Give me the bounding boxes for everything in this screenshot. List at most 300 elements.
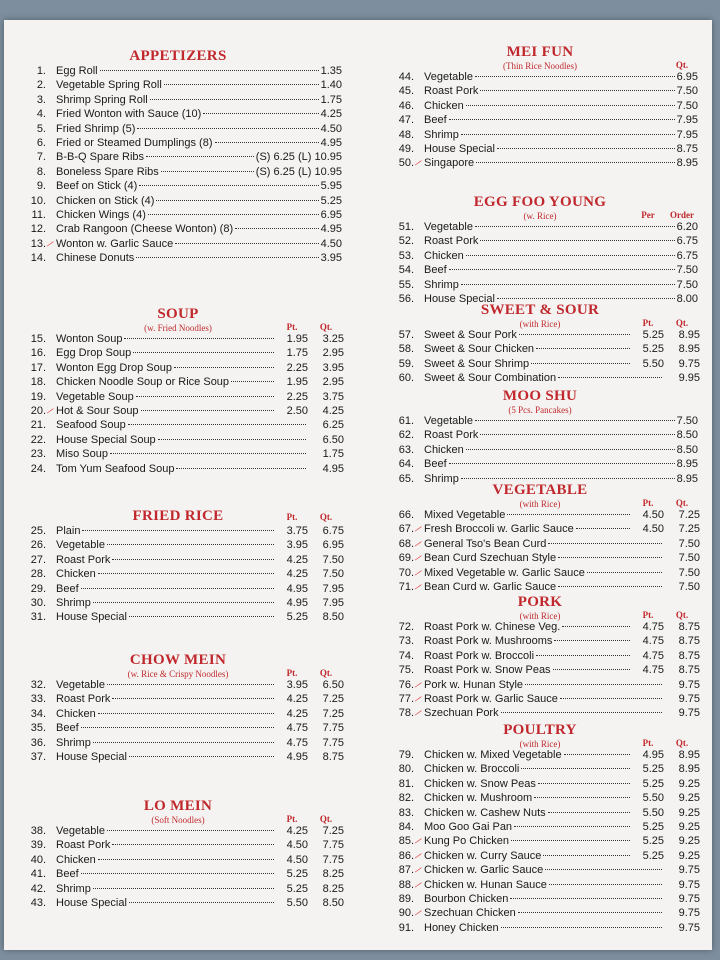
item-number-text: 91.	[398, 921, 414, 934]
item-number	[380, 635, 424, 647]
item-number-text: 88.	[398, 878, 414, 891]
dot-leader	[536, 655, 630, 656]
dot-leader	[128, 424, 306, 425]
item-price-quart: 9.25	[678, 777, 700, 790]
item-price-quart: 9.75	[678, 357, 700, 370]
item-name: Kung Po Chicken	[424, 835, 509, 848]
item-number-text: 48.	[398, 128, 414, 141]
column-header-quart: Qt.	[319, 814, 333, 824]
item-name: Chicken w. Curry Sauce	[424, 849, 542, 862]
dot-leader	[538, 783, 630, 784]
menu-item	[380, 650, 700, 664]
item-list	[12, 65, 344, 266]
item-price-quart: 7.50	[322, 553, 344, 566]
section-appetizers	[12, 48, 344, 266]
item-number	[380, 650, 424, 662]
item-name: Beef	[56, 722, 79, 735]
item-number-text: 73.	[398, 635, 414, 648]
item-price-quart: 6.50	[322, 679, 344, 691]
column-header-pint: Pt.	[286, 668, 298, 678]
item-price: 8.50	[676, 429, 698, 442]
section-lo-mein	[12, 798, 344, 911]
item-price-quart: 3.75	[322, 390, 344, 403]
item-price-pint: 4.75	[642, 649, 664, 662]
item-name: Roast Pork	[56, 839, 111, 852]
item-number-text: 44.	[398, 71, 414, 83]
menu-item	[12, 151, 344, 165]
menu-item	[380, 922, 700, 936]
item-price-pint: 4.95	[286, 582, 308, 595]
item-price-pint: 4.25	[286, 693, 308, 706]
item-number	[12, 708, 56, 720]
dot-leader	[548, 543, 662, 544]
item-price-pint: 2.50	[286, 404, 308, 417]
dot-leader	[203, 113, 318, 114]
item-price-quart: 9.75	[678, 921, 700, 934]
item-price-quart: 2.95	[322, 347, 344, 360]
item-name: Plain	[56, 525, 81, 537]
item-number-text: 53.	[398, 249, 414, 262]
item-number-text: 55.	[398, 278, 414, 291]
item-price-quart: 9.75	[678, 864, 700, 877]
item-name: Vegetable	[424, 221, 473, 233]
item-price-pint: 4.75	[642, 621, 664, 633]
dot-leader	[562, 626, 630, 627]
section-title: APPETIZERS	[129, 48, 227, 64]
menu-item	[12, 180, 344, 194]
item-number	[380, 679, 424, 691]
column-headers	[632, 60, 700, 70]
menu-item	[12, 223, 344, 237]
column-header-pint: Pt.	[286, 322, 298, 332]
item-number	[380, 567, 424, 579]
section-header	[380, 594, 700, 621]
item-name: Beef	[424, 458, 447, 471]
dot-leader	[231, 381, 274, 382]
section-title: VEGETABLE	[492, 482, 588, 498]
menu-item	[380, 221, 700, 235]
item-number	[12, 583, 56, 595]
item-number	[12, 108, 56, 120]
menu-item	[12, 238, 344, 252]
menu-item	[12, 65, 344, 79]
item-price-pint: 5.25	[286, 882, 308, 895]
item-price-quart: 7.25	[322, 825, 344, 837]
item-name: Vegetable Spring Roll	[56, 79, 162, 92]
item-name: Chicken w. Hunan Sauce	[424, 878, 547, 891]
item-name: Beef on Stick (4)	[56, 180, 138, 193]
column-headers	[276, 814, 344, 824]
dot-leader	[558, 586, 662, 587]
item-number-text: 8.	[36, 165, 46, 178]
item-number-text: 39.	[30, 839, 46, 852]
dot-leader	[129, 616, 274, 617]
dot-leader	[461, 284, 675, 285]
item-price-pint: 4.25	[286, 707, 308, 720]
column-header-pint: Pt.	[286, 512, 298, 522]
menu-item	[12, 252, 344, 266]
dot-leader	[136, 396, 274, 397]
menu-item	[380, 372, 700, 386]
item-number	[380, 235, 424, 247]
item-price-pint: 3.95	[286, 679, 308, 691]
item-number	[12, 448, 56, 460]
item-number-text: 61.	[398, 415, 414, 427]
section-subtitle: (Soft Noodles)	[151, 815, 205, 825]
menu-item	[380, 114, 700, 128]
item-number-text: 51.	[398, 221, 414, 233]
section-subtitle: (with Rice)	[519, 739, 561, 749]
item-name: Vegetable	[56, 539, 105, 552]
item-price-quart: 9.75	[678, 678, 700, 691]
item-price-quart: 9.25	[678, 806, 700, 819]
chili-pepper-icon: ―	[412, 678, 424, 691]
menu-item	[380, 821, 700, 835]
chili-pepper-icon: ―	[412, 878, 424, 890]
item-number-text: 32.	[30, 679, 46, 691]
chili-pepper-icon: ―	[44, 404, 56, 417]
item-price: (S) 6.25 (L) 10.95	[255, 151, 342, 164]
item-number	[12, 722, 56, 734]
menu-item	[12, 883, 344, 897]
item-price-quart: 8.75	[322, 750, 344, 763]
menu-item	[12, 868, 344, 882]
item-price-quart: 9.25	[678, 792, 700, 805]
menu-item	[380, 100, 700, 114]
item-price-pint: 5.25	[642, 329, 664, 341]
item-list	[12, 525, 344, 626]
item-number-text: 83.	[398, 806, 414, 819]
item-number	[380, 343, 424, 355]
section-mei-fun	[380, 44, 700, 172]
item-name: Chicken	[56, 568, 96, 581]
item-number-text: 30.	[30, 596, 46, 609]
chili-pepper-icon: ―	[412, 156, 424, 169]
menu-item	[12, 525, 344, 539]
item-number-text: 52.	[398, 235, 414, 248]
menu-item	[12, 448, 344, 462]
item-name: Chicken w. Mushroom	[424, 792, 533, 805]
item-number	[12, 597, 56, 609]
item-number	[380, 221, 424, 233]
dot-leader	[475, 420, 675, 421]
item-name: House Special Soup	[56, 433, 156, 446]
dot-leader	[549, 884, 662, 885]
item-name: Szechuan Chicken	[424, 907, 516, 920]
item-number	[12, 405, 56, 417]
chili-pepper-icon: ―	[412, 834, 424, 847]
item-price: 6.20	[676, 221, 698, 233]
menu-item	[12, 419, 344, 433]
dot-leader	[543, 855, 630, 856]
item-price-quart: 9.75	[678, 878, 700, 891]
item-price-quart: 1.75	[322, 448, 344, 461]
dot-leader	[525, 684, 662, 685]
item-number-text: 26.	[30, 539, 46, 552]
item-price-quart: 7.25	[678, 509, 700, 521]
item-price-quart: 3.95	[322, 361, 344, 374]
menu-item	[380, 143, 700, 157]
item-number	[12, 554, 56, 566]
item-price-quart: 6.95	[322, 539, 344, 552]
item-number-text: 76.	[398, 678, 414, 691]
item-number	[380, 429, 424, 441]
item-name: Mixed Vegetable w. Garlic Sauce	[424, 566, 585, 579]
dot-leader	[476, 162, 674, 163]
item-number	[380, 250, 424, 262]
item-price: 4.95	[320, 223, 342, 236]
item-number-text: 38.	[30, 825, 46, 837]
item-number-text: 68.	[398, 537, 414, 550]
menu-item	[12, 611, 344, 625]
column-header-quart: Qt.	[675, 738, 689, 748]
chili-pepper-icon: ―	[412, 706, 424, 719]
item-price-pint: 5.25	[642, 763, 664, 776]
item-name: Vegetable	[424, 71, 473, 83]
dot-leader	[107, 544, 274, 545]
item-price: 7.50	[676, 264, 698, 277]
menu-item	[12, 376, 344, 390]
chili-pepper-icon: ―	[412, 906, 424, 919]
item-number-text: 69.	[398, 552, 414, 565]
menu-item	[12, 79, 344, 93]
item-number-text: 87.	[398, 864, 414, 877]
item-name: Chicken Wings (4)	[56, 208, 146, 221]
item-name: Egg Roll	[56, 65, 98, 77]
item-number	[12, 391, 56, 403]
item-name: Mixed Vegetable	[424, 509, 506, 521]
item-number-text: 57.	[398, 329, 414, 341]
item-name: Roast Pork	[424, 85, 479, 98]
item-name: Roast Pork w. Chinese Veg.	[424, 621, 561, 633]
item-name: Roast Pork	[56, 693, 111, 706]
menu-item	[12, 679, 344, 693]
item-number-text: 79.	[398, 749, 414, 761]
dot-leader	[174, 367, 274, 368]
menu-item	[12, 209, 344, 223]
item-name: House Special	[56, 896, 127, 909]
dot-leader	[564, 754, 630, 755]
dot-leader	[81, 588, 274, 589]
item-price-pint: 5.50	[642, 357, 664, 370]
item-price: 5.95	[320, 180, 342, 193]
item-number	[12, 376, 56, 388]
item-number-text: 17.	[30, 361, 46, 374]
item-price-quart: 6.50	[322, 433, 344, 446]
dot-leader	[161, 171, 254, 172]
item-number-text: 81.	[398, 777, 414, 790]
item-list	[380, 329, 700, 387]
item-number-text: 70.	[398, 566, 414, 579]
section-subtitle: (w. Fried Noodles)	[144, 323, 212, 333]
item-name: Sweet & Sour Combination	[424, 372, 557, 385]
dot-leader	[136, 257, 318, 258]
column-header-quart: Qt.	[675, 318, 689, 328]
item-number-text: 29.	[30, 582, 46, 595]
item-number	[380, 922, 424, 934]
dot-leader	[587, 572, 662, 573]
chili-pepper-icon: ―	[412, 863, 424, 876]
item-price-quart: 6.75	[322, 525, 344, 537]
item-number-text: 3.	[36, 93, 46, 106]
dot-leader	[112, 698, 274, 699]
item-number	[380, 279, 424, 291]
chili-pepper-icon: ―	[412, 849, 424, 862]
section-header	[12, 652, 344, 679]
item-name: Bourbon Chicken	[424, 892, 509, 905]
item-number	[12, 434, 56, 446]
section-vegetable	[380, 482, 700, 595]
item-number	[380, 157, 424, 169]
menu-item	[380, 358, 700, 372]
item-price-quart: 9.25	[678, 835, 700, 848]
item-number-text: 5.	[36, 122, 46, 135]
menu-item	[12, 108, 344, 122]
menu-item	[12, 94, 344, 108]
dot-leader	[466, 105, 675, 106]
item-number	[12, 825, 56, 837]
menu-item	[380, 749, 700, 763]
dot-leader	[133, 352, 274, 353]
item-list	[380, 415, 700, 487]
item-price-pint: 4.50	[642, 509, 664, 521]
menu-item	[12, 405, 344, 419]
section-header	[380, 388, 700, 415]
menu-item	[12, 751, 344, 765]
item-number-text: 9.	[36, 180, 46, 193]
item-price-quart: 7.50	[678, 537, 700, 550]
item-price-quart: 9.75	[678, 707, 700, 720]
dot-leader	[146, 156, 254, 157]
item-price-quart: 9.75	[678, 892, 700, 905]
section-header	[380, 44, 700, 71]
section-egg-foo-young	[380, 194, 700, 307]
menu-item	[12, 554, 344, 568]
item-number-text: 45.	[398, 85, 414, 98]
item-name: Roast Pork w. Broccoli	[424, 649, 535, 662]
menu-item	[12, 568, 344, 582]
item-price-quart: 8.50	[322, 896, 344, 909]
item-number	[380, 129, 424, 141]
item-number	[12, 209, 56, 221]
dot-leader	[536, 348, 630, 349]
item-list	[380, 621, 700, 722]
item-number	[380, 879, 424, 891]
menu-item	[380, 679, 700, 693]
menu-item	[12, 737, 344, 751]
item-price-quart: 8.75	[678, 635, 700, 648]
item-list	[380, 221, 700, 307]
item-number-text: 7.	[36, 151, 46, 164]
item-price-quart: 7.75	[322, 839, 344, 852]
dot-leader	[480, 434, 674, 435]
item-price-pint: 5.25	[642, 820, 664, 833]
menu-item	[380, 264, 700, 278]
item-price-quart: 8.75	[678, 621, 700, 633]
dot-leader	[480, 240, 674, 241]
chili-pepper-icon: ―	[412, 551, 424, 564]
item-number	[12, 897, 56, 909]
item-price-quart: 7.50	[678, 580, 700, 593]
menu-item	[12, 434, 344, 448]
dot-leader	[534, 797, 630, 798]
dot-leader	[93, 888, 274, 889]
item-price-quart: 8.25	[322, 882, 344, 895]
item-name: Roast Pork w. Snow Peas	[424, 664, 551, 677]
item-number	[12, 854, 56, 866]
item-name: House Special	[424, 292, 495, 305]
item-price-pint: 4.25	[286, 825, 308, 837]
section-header	[12, 798, 344, 825]
item-number	[12, 751, 56, 763]
section-header	[380, 194, 700, 221]
item-price: 4.25	[320, 108, 342, 121]
item-price: 8.75	[676, 142, 698, 155]
item-price: 8.00	[676, 292, 698, 305]
item-price-pint: 1.95	[286, 333, 308, 345]
item-price: 8.95	[676, 472, 698, 485]
item-price: 6.95	[676, 71, 698, 83]
item-number	[12, 568, 56, 580]
dot-leader	[519, 334, 630, 335]
menu-item	[12, 693, 344, 707]
item-number	[380, 358, 424, 370]
item-price: 7.50	[676, 99, 698, 112]
item-number	[380, 792, 424, 804]
item-number-text: 75.	[398, 664, 414, 677]
item-number-text: 78.	[398, 707, 414, 720]
item-name: Chicken w. Snow Peas	[424, 777, 536, 790]
item-number	[380, 835, 424, 847]
item-list	[12, 679, 344, 765]
menu-item	[12, 722, 344, 736]
item-number	[380, 893, 424, 905]
menu-item	[380, 71, 700, 85]
item-price-quart: 4.95	[322, 462, 344, 475]
item-number-text: 18.	[30, 376, 46, 389]
dot-leader	[449, 463, 675, 464]
column-header-pint: Per	[641, 210, 655, 220]
item-name: Miso Soup	[56, 448, 108, 461]
item-price: 1.35	[320, 65, 342, 77]
item-number	[380, 693, 424, 705]
column-header-pint: Pt.	[642, 738, 654, 748]
item-number-text: 12.	[30, 223, 46, 236]
item-number	[380, 143, 424, 155]
item-price-quart: 6.25	[322, 419, 344, 432]
item-price-pint: 3.75	[286, 525, 308, 537]
item-number-text: 16.	[30, 347, 46, 360]
item-price: 8.95	[676, 157, 698, 170]
menu-item	[380, 763, 700, 777]
item-name: B-B-Q Spare Ribs	[56, 151, 145, 164]
menu-item	[380, 509, 700, 523]
item-number-text: 31.	[30, 611, 46, 624]
menu-item	[380, 792, 700, 806]
menu-item	[12, 539, 344, 553]
dot-leader	[507, 514, 630, 515]
item-number	[380, 415, 424, 427]
item-list	[12, 333, 344, 477]
item-price-quart: 7.50	[678, 552, 700, 565]
item-name: Bean Curd Szechuan Style	[424, 552, 557, 565]
item-number	[12, 539, 56, 551]
menu-item	[12, 195, 344, 209]
section-subtitle: (w. Rice)	[523, 211, 557, 221]
item-name: Beef	[56, 868, 79, 881]
menu-item	[380, 458, 700, 472]
dot-leader	[548, 812, 630, 813]
